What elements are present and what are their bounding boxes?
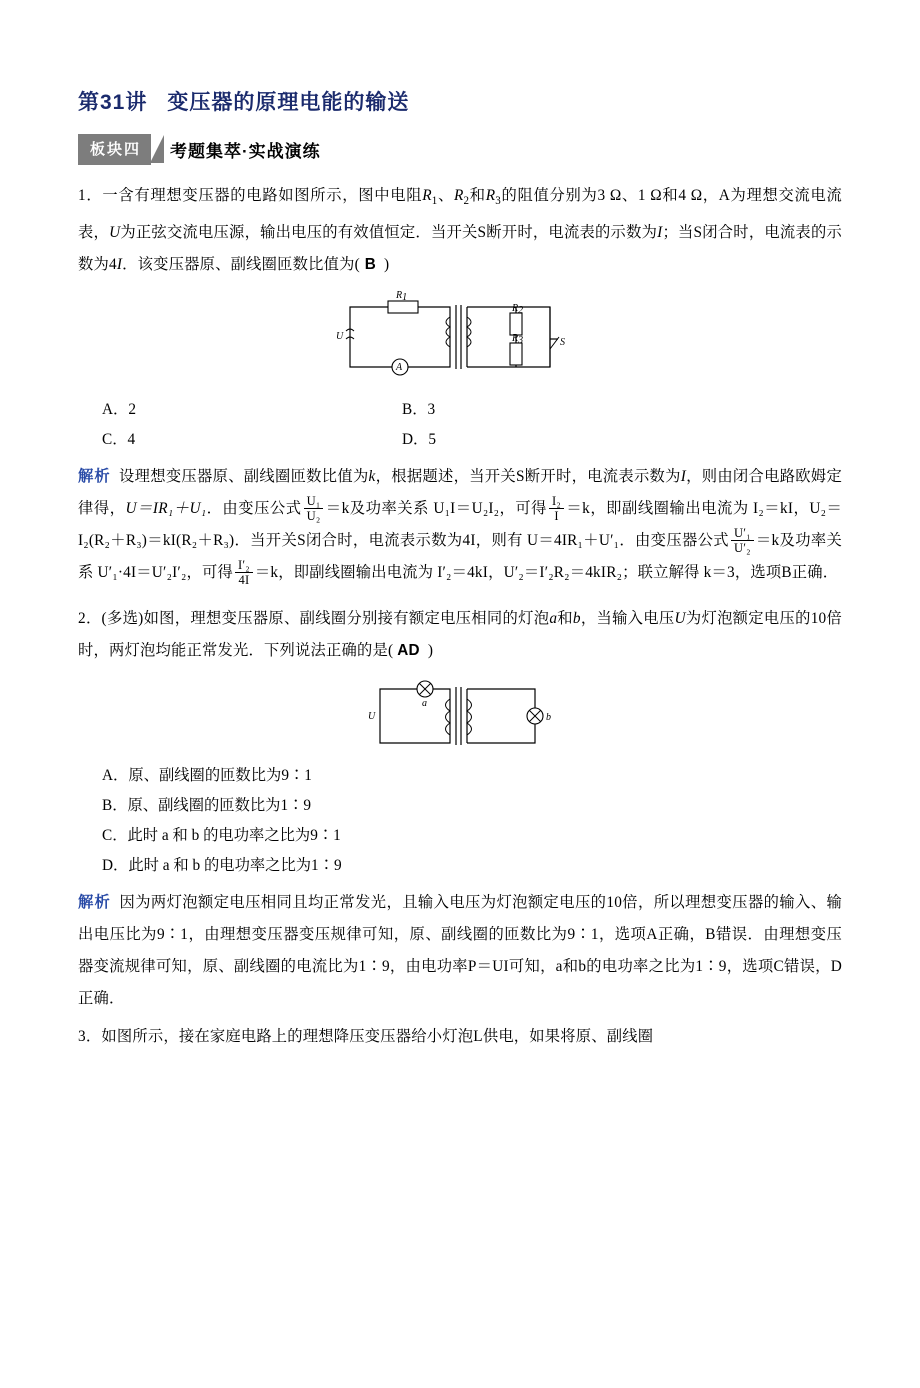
q2-a: a <box>549 610 558 628</box>
q1-part4: ；当S闭合时，电流表的示数为4 <box>78 224 842 274</box>
question-1-circuit-figure <box>78 287 842 387</box>
fig2-lamp-a-label: a <box>422 698 427 710</box>
q1-frac3-den: U′₂ <box>731 540 754 555</box>
banner-left-label: 板块四 <box>78 134 151 165</box>
q1-option-c[interactable]: C．4 <box>102 431 136 449</box>
q2-option-c[interactable]: C．此时 a 和 b 的电功率之比为9∶1 <box>102 827 341 845</box>
q1-part5: ．该变压器原、副线圈匝数比值为( <box>122 256 360 274</box>
q1-sep2: 和 <box>469 187 486 204</box>
lecture-number: 第31讲 <box>78 91 148 114</box>
q1-sep1: 、 <box>437 187 454 204</box>
question-3-text: 3．如图所示，接在家庭电路上的理想降压变压器给小灯泡L供电，如果将原、副线圈 <box>78 1028 654 1046</box>
q1-an-7: ＝k及功率关系 U′₁·4I＝U′₂I′₂，可得 <box>78 532 842 582</box>
question-1-text <box>78 180 842 281</box>
q1-an-i: I <box>680 468 687 486</box>
q1-r3-sub: 3 <box>495 195 501 208</box>
q1-r3: R <box>485 187 496 204</box>
q1-fraction-4 <box>235 558 253 588</box>
q1-part2: 的阻值分别为3 Ω、1 Ω和4 Ω，A为理想交流电流表， <box>78 187 842 242</box>
q1-an-3: ，则由闭合电路欧姆定律得， <box>78 468 842 518</box>
q1-fraction-2 <box>549 494 564 524</box>
q1-i2: I <box>116 256 123 274</box>
q2-part2: 和 <box>557 610 573 628</box>
q1-frac2-num: I₂ <box>552 493 561 508</box>
q2-b: b <box>572 610 581 628</box>
circuit-diagram-1 <box>310 287 610 387</box>
section-banner <box>78 132 842 166</box>
fig1-switch-label: S <box>560 337 565 349</box>
lecture-title: 变压器的原理电能的输送 <box>167 91 410 114</box>
q1-part3: 为正弦交流电压源，输出电压的有效值恒定．当开关S断开时，电流表的示数为 <box>120 224 658 242</box>
q1-answer: B <box>364 256 376 274</box>
q1-an-1: 设理想变压器原、副线圈匝数比值为 <box>119 468 369 486</box>
q1-frac1-den: U₂ <box>304 508 324 523</box>
q1-frac4-num: I′₂ <box>237 557 250 572</box>
q1-an-6: ＝k，即副线圈输出电流为 I₂＝kI，U₂＝I₂(R₂＋R₃)＝kI(R₂＋R₃)．当开关S闭合时，电流表示数为4I，则有 U＝4IR₁＋U′₁．由变压器公式 <box>78 500 842 550</box>
q2-option-b[interactable]: B．原、副线圈的匝数比为1∶9 <box>102 797 312 815</box>
q1-i1: I <box>657 224 663 242</box>
question-1-analysis <box>78 461 842 589</box>
question-2-analysis <box>78 887 842 1015</box>
q2-analysis-label: 解析 <box>78 894 112 912</box>
banner-slash-decor <box>150 135 164 163</box>
q2-analysis-text: 因为两灯泡额定电压相同且均正常发光，且输入电压为灯泡额定电压的10倍，所以理想变压器的输入、输出电压比为9∶1，由理想变压器变压规律可知，原、副线圈的匝数比为9∶1，选项A正确，B错误．由理想变压器变流规律可知，原、副线圈的电流比为1∶9，由电功率P＝UI可知，a和b的电功率之比为1∶9，选项C错误，D正确． <box>78 894 842 1008</box>
q1-an-k: k <box>368 468 376 486</box>
page-title <box>78 86 842 116</box>
q1-part1: 1．一含有理想变压器的电路如图所示，图中电阻 <box>78 187 423 204</box>
banner-right-label: 考题集萃·实战演练 <box>170 141 321 161</box>
q1-fraction-3 <box>731 526 754 556</box>
q1-frac1-num: U₁ <box>306 493 321 508</box>
q1-an-5: ＝k及功率关系 U₁I＝U₂I₂，可得 <box>325 500 548 518</box>
document-page <box>0 86 920 1388</box>
question-2-options <box>78 761 842 881</box>
q2-part3: ，当输入电压 <box>580 610 675 628</box>
q2-u: U <box>674 610 686 628</box>
fig1-r1-label: R1 <box>396 290 408 304</box>
q1-option-a[interactable]: A．2 <box>102 401 136 419</box>
q1-part6: ) <box>384 256 390 274</box>
q1-analysis-label: 解析 <box>78 468 111 486</box>
q1-an-4: ．由变压公式 <box>206 500 302 518</box>
q1-frac2-den: I <box>549 508 564 523</box>
q1-r2: R <box>454 187 464 204</box>
circuit-diagram-2 <box>320 673 600 753</box>
q1-r1-sub: 1 <box>431 195 438 208</box>
q1-r1: R <box>422 187 432 204</box>
fig2-lamp-b-label: b <box>546 712 551 724</box>
q2-answer: AD <box>397 642 420 660</box>
q2-part1: 2．(多选)如图，理想变压器原、副线圈分别接有额定电压相同的灯泡 <box>78 610 550 628</box>
q1-fraction-1 <box>304 494 324 524</box>
question-1-options <box>78 395 842 455</box>
fig1-r2-label: R2 <box>512 303 524 317</box>
fig1-r3-label: R3 <box>512 333 524 347</box>
q1-frac3-num: U′₁ <box>733 525 751 540</box>
q1-option-b[interactable]: B．3 <box>402 401 436 419</box>
q2-part4: 为灯泡额定电压的10倍时，两灯泡均能正常发光．下列说法正确的是( <box>78 610 843 660</box>
fig1-u-label: U <box>336 331 344 343</box>
fig1-ammeter-label: A <box>396 362 403 374</box>
q1-u: U <box>109 224 121 242</box>
q2-part5: ) <box>427 642 434 660</box>
q1-an-8: ＝k，即副线圈输出电流为 I′₂＝4kI，U′₂＝I′₂R₂＝4kIR₂；联立解得 k＝3，选项B正确． <box>254 564 839 582</box>
q1-r2-sub: 2 <box>463 195 470 208</box>
q1-an-2: ，根据题述，当开关S断开时，电流表示数为 <box>375 468 681 486</box>
question-2-text <box>78 603 842 667</box>
q2-option-a[interactable]: A．原、副线圈的匝数比为9∶1 <box>102 767 312 785</box>
q1-option-d[interactable]: D．5 <box>402 431 436 449</box>
question-2-circuit-figure <box>78 673 842 753</box>
q1-an-eq1: U＝IR₁＋U₁ <box>125 500 207 518</box>
q2-option-d[interactable]: D．此时 a 和 b 的电功率之比为1∶9 <box>102 857 342 875</box>
q1-frac4-den: 4I <box>235 572 253 587</box>
fig2-u-label: U <box>368 711 376 723</box>
